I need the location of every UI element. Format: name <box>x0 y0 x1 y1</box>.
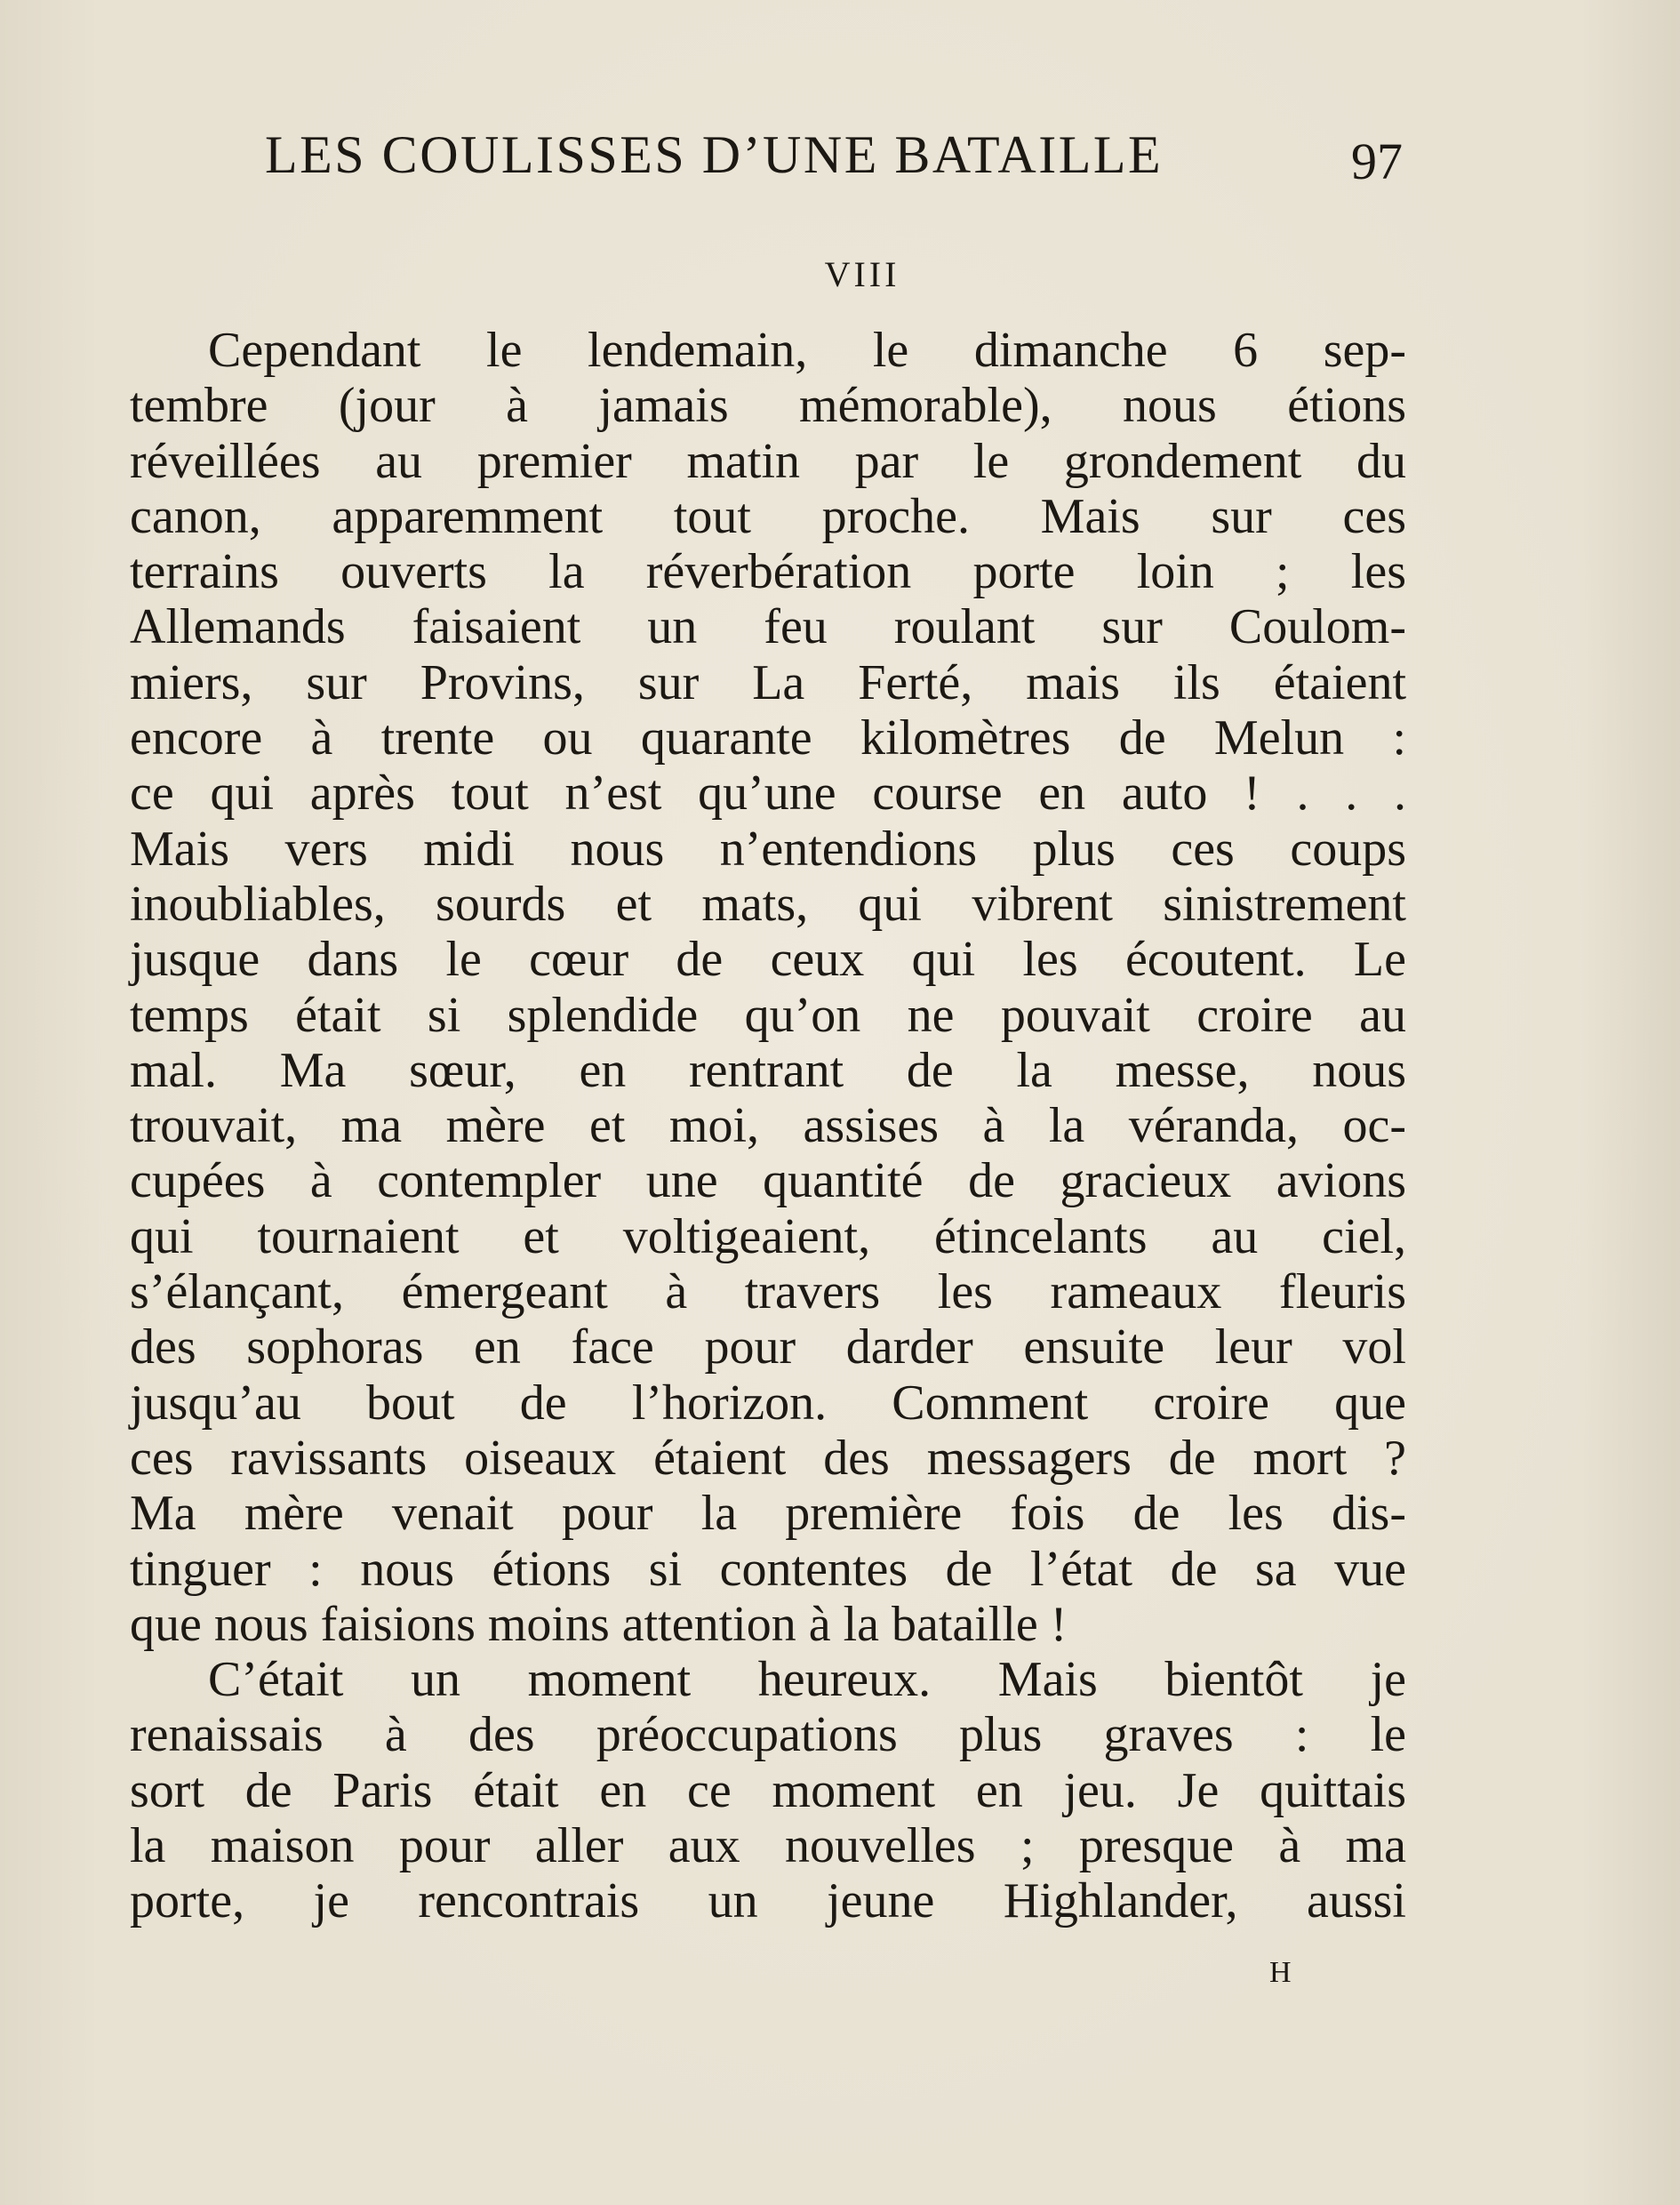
running-title: LES COULISSES D’UNE BATAILLE <box>265 125 1164 184</box>
text-line: Ma mère venait pour la première fois de les dis- <box>130 1486 1406 1542</box>
body-text <box>130 323 1406 1929</box>
text-line: jusque dans le cœur de ceux qui les écoutent. Le <box>130 932 1406 988</box>
text-line: temps était si splendide qu’on ne pouvait croire au <box>130 987 1406 1043</box>
text-line: cupées à contempler une quantité de gracieux avions <box>130 1153 1406 1209</box>
text-line: canon, apparemment tout proche. Mais sur ces <box>130 488 1406 544</box>
text-line: mal. Ma sœur, en rentrant de la messe, nous <box>130 1042 1406 1098</box>
text-line: inoubliables, sourds et mats, qui vibrent sinistrement <box>130 876 1406 932</box>
text-line: encore à trente ou quarante kilomètres de Melun : <box>130 710 1406 766</box>
text-line: des sophoras en face pour darder ensuite leur vol <box>130 1319 1406 1375</box>
text-line: la maison pour aller aux nouvelles ; presque à ma <box>130 1818 1406 1874</box>
text-line: jusqu’au bout de l’horizon. Comment croire que <box>130 1375 1406 1431</box>
text-line: sort de Paris était en ce moment en jeu. Je quittais <box>130 1762 1406 1818</box>
text-line: renaissais à des préoccupations plus graves : le <box>130 1707 1406 1763</box>
text-line: terrains ouverts la réverbération porte loin ; les <box>130 544 1406 600</box>
text-line: ces ravissants oiseaux étaient des messagers de mort ? <box>130 1430 1406 1486</box>
text-line: qui tournaient et voltigeaient, étincelants au ciel, <box>130 1208 1406 1264</box>
text-line: C’était un moment heureux. Mais bientôt je <box>208 1652 1406 1708</box>
text-line: s’élançant, émergeant à travers les rameaux fleuris <box>130 1264 1406 1320</box>
section-heading: VIII <box>824 254 900 294</box>
text-line: miers, sur Provins, sur La Ferté, mais ils étaient <box>130 654 1406 710</box>
running-head <box>265 124 1403 196</box>
signature-mark: H <box>1269 1956 1293 1989</box>
text-line: tinguer : nous étions si contentes de l’état de sa vue <box>130 1541 1406 1597</box>
text-line: tembre (jour à jamais mémorable), nous étions <box>130 378 1406 434</box>
text-line: réveillées au premier matin par le grondement du <box>130 433 1406 489</box>
text-line: Allemands faisaient un feu roulant sur Coulom- <box>130 599 1406 655</box>
text-line: trouvait, ma mère et moi, assises à la véranda, oc- <box>130 1098 1406 1154</box>
page-number: 97 <box>1351 132 1403 190</box>
text-line: Cependant le lendemain, le dimanche 6 sep- <box>208 323 1406 378</box>
text-line: que nous faisions moins attention à la bataille ! <box>130 1596 1068 1652</box>
text-line: porte, je rencontrais un jeune Highlander, aussi <box>130 1873 1406 1929</box>
text-line: ce qui après tout n’est qu’une course en auto ! . . . <box>130 766 1406 822</box>
text-line: Mais vers midi nous n’entendions plus ces coups <box>130 821 1406 877</box>
